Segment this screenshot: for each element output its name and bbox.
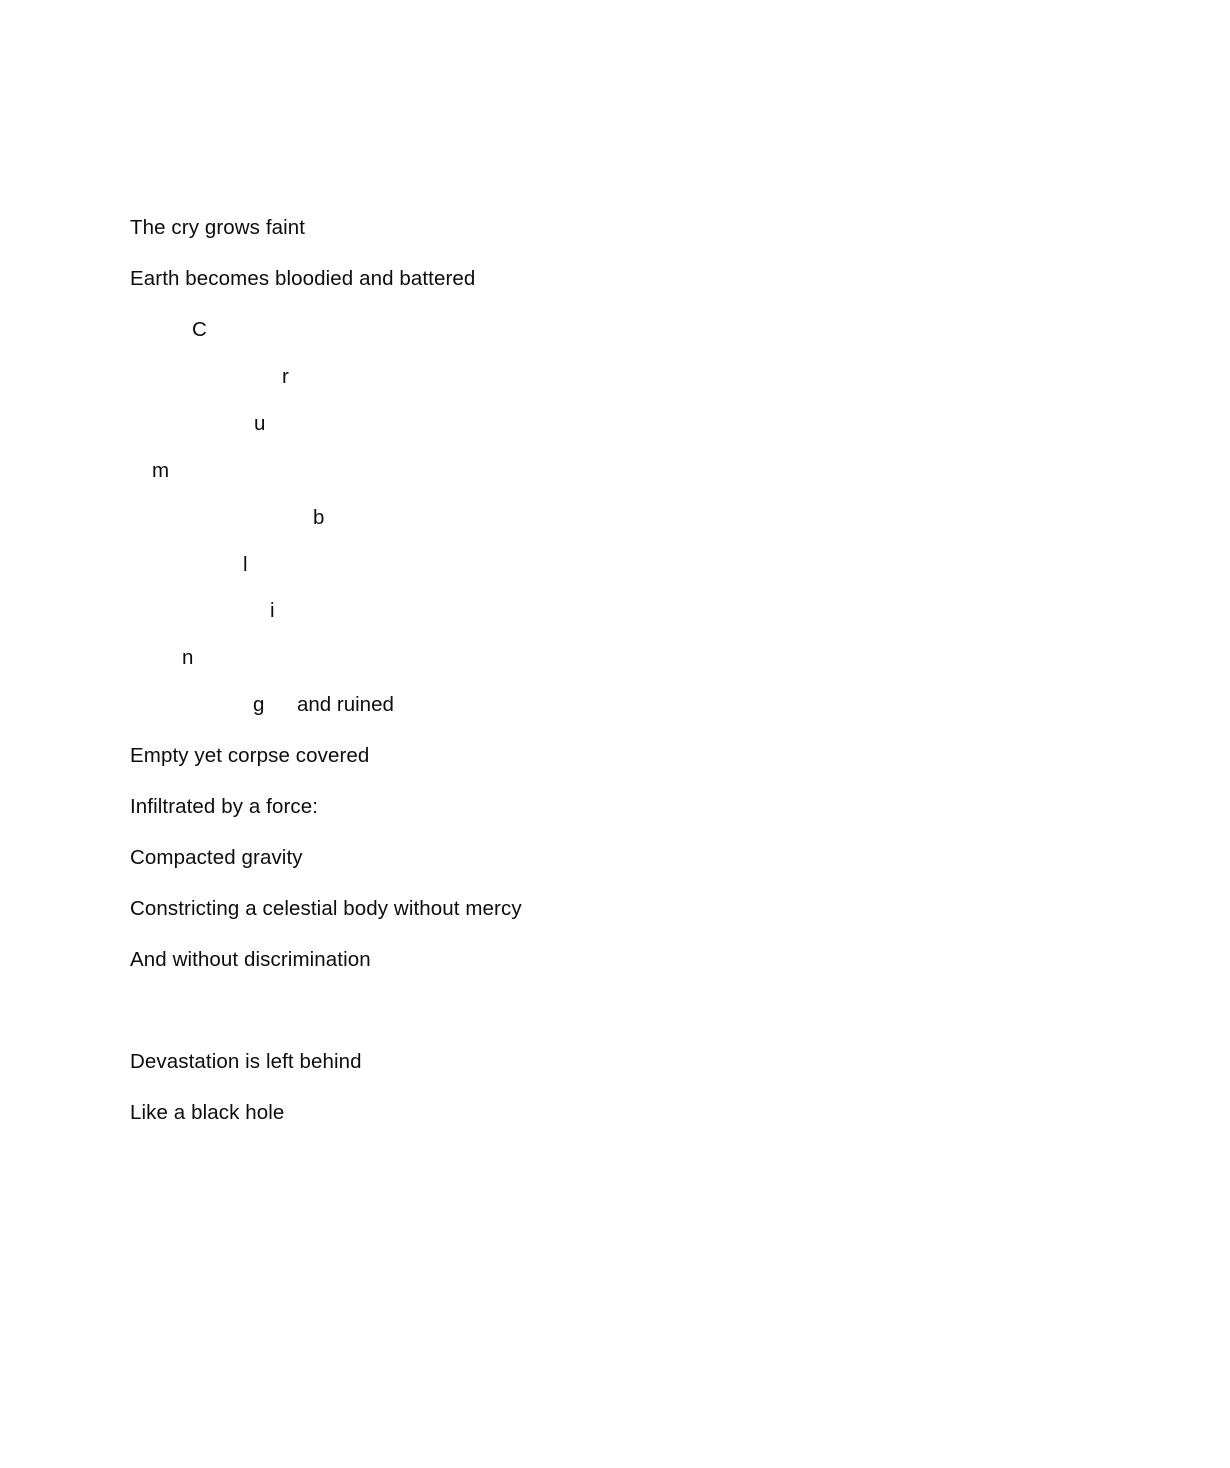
poem-line: The cry grows faint — [130, 216, 306, 239]
scatter-letter: n — [182, 646, 194, 669]
poem-line: Earth becomes bloodied and battered — [130, 267, 476, 290]
scatter-letter: l — [243, 553, 248, 576]
scatter-letter: m — [152, 459, 170, 482]
scattered-word-crumbling — [130, 320, 1110, 746]
poem-line: Infiltrated by a force: — [130, 795, 319, 818]
scatter-letter: b — [313, 506, 325, 529]
scatter-letter: r — [282, 365, 289, 388]
document-body — [130, 218, 1110, 1154]
poem-line: Constricting a celestial body without mercy — [130, 897, 522, 920]
scatter-letter: u — [254, 412, 266, 435]
scatter-letter: i — [270, 599, 275, 622]
stanza-break — [130, 1001, 1110, 1052]
poem-line: Like a black hole — [130, 1101, 285, 1124]
scatter-letter: g — [253, 693, 265, 716]
poem-line: Empty yet corpse covered — [130, 744, 370, 767]
poem-line: And without discrimination — [130, 948, 371, 971]
poem-line: Compacted gravity — [130, 846, 303, 869]
poem-line: Devastation is left behind — [130, 1050, 362, 1073]
scatter-tail-text: and ruined — [297, 693, 394, 716]
scatter-letter: C — [192, 318, 207, 341]
